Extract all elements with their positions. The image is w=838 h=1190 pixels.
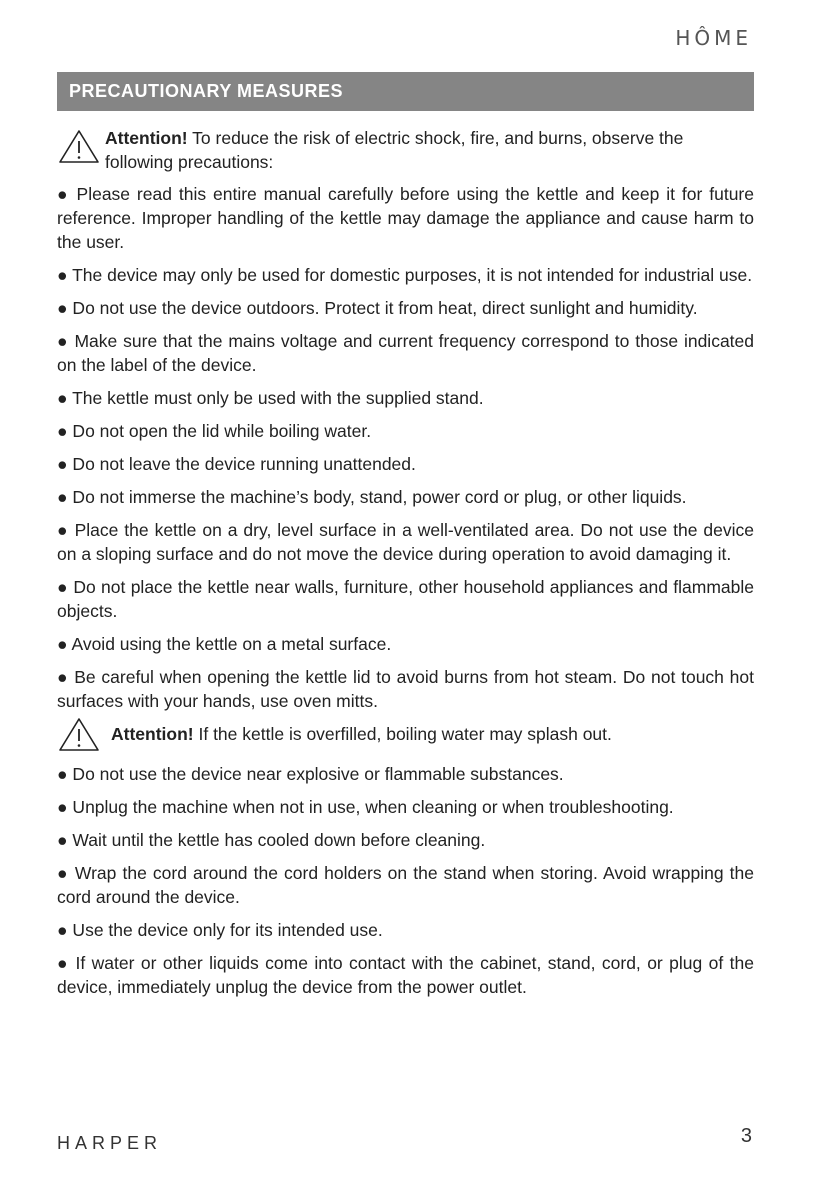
precaution-item: ● Make sure that the mains voltage and current frequency correspond to those indicated on the label of the device. xyxy=(57,331,754,375)
precaution-item: ● Do not open the lid while boiling water. xyxy=(57,421,372,441)
attention-warning-1 xyxy=(57,126,754,174)
attention-label: Attention! xyxy=(111,724,194,744)
home-logo: HÔME xyxy=(675,26,752,50)
precaution-item: ● If water or other liquids come into contact with the cabinet, stand, cord, or plug of the device, immediately unplug the device from the power outlet. xyxy=(57,953,754,997)
precaution-item: ● Do not place the kettle near walls, furniture, other household appliances and flammable objects. xyxy=(57,577,754,621)
precautions-content xyxy=(57,126,754,1008)
precautions-list-b xyxy=(57,762,754,999)
harper-logo: HARPER xyxy=(57,1133,163,1153)
section-title: PRECAUTIONARY MEASURES xyxy=(57,72,754,111)
attention-text: If the kettle is overfilled, boiling water may splash out. xyxy=(193,724,612,744)
attention-label: Attention! xyxy=(105,128,188,148)
attention-warning-2 xyxy=(57,722,754,754)
precaution-item: ● Wrap the cord around the cord holders on the stand when storing. Avoid wrapping the cord around the device. xyxy=(57,863,754,907)
precaution-item: ● Unplug the machine when not in use, when cleaning or when troubleshooting. xyxy=(57,797,674,817)
precaution-item: ● Use the device only for its intended use. xyxy=(57,920,383,940)
warning-triangle-icon xyxy=(57,128,101,166)
attention-text: To reduce the risk of electric shock, fire, and burns, observe the following precautions: xyxy=(105,128,684,172)
precautions-list-a xyxy=(57,182,754,713)
precaution-item: ● Be careful when opening the kettle lid to avoid burns from hot steam. Do not touch hot surfaces with your hands, use oven mitts. xyxy=(57,667,754,711)
warning-triangle-icon xyxy=(57,716,101,754)
precaution-item: ● Do not immerse the machine’s body, stand, power cord or plug, or other liquids. xyxy=(57,487,687,507)
precaution-item: ● Please read this entire manual carefully before using the kettle and keep it for future reference. Improper handling of the kettle may damage the appliance and cause harm to the user. xyxy=(57,184,754,252)
precaution-item: ● The device may only be used for domestic purposes, it is not intended for industrial use. xyxy=(57,265,753,285)
page-number: 3 xyxy=(740,1125,752,1147)
precaution-item: ● Do not use the device outdoors. Protect it from heat, direct sunlight and humidity. xyxy=(57,298,698,318)
precaution-item: ● Place the kettle on a dry, level surface in a well-ventilated area. Do not use the device on a sloping surface and do not move the device during operation to avoid damaging it. xyxy=(57,520,754,564)
precaution-item: ● Wait until the kettle has cooled down before cleaning. xyxy=(57,830,486,850)
precaution-item: ● The kettle must only be used with the supplied stand. xyxy=(57,388,484,408)
precaution-item: ● Avoid using the kettle on a metal surface. xyxy=(57,634,392,654)
precaution-item: ● Do not use the device near explosive or flammable substances. xyxy=(57,764,564,784)
precaution-item: ● Do not leave the device running unattended. xyxy=(57,454,416,474)
